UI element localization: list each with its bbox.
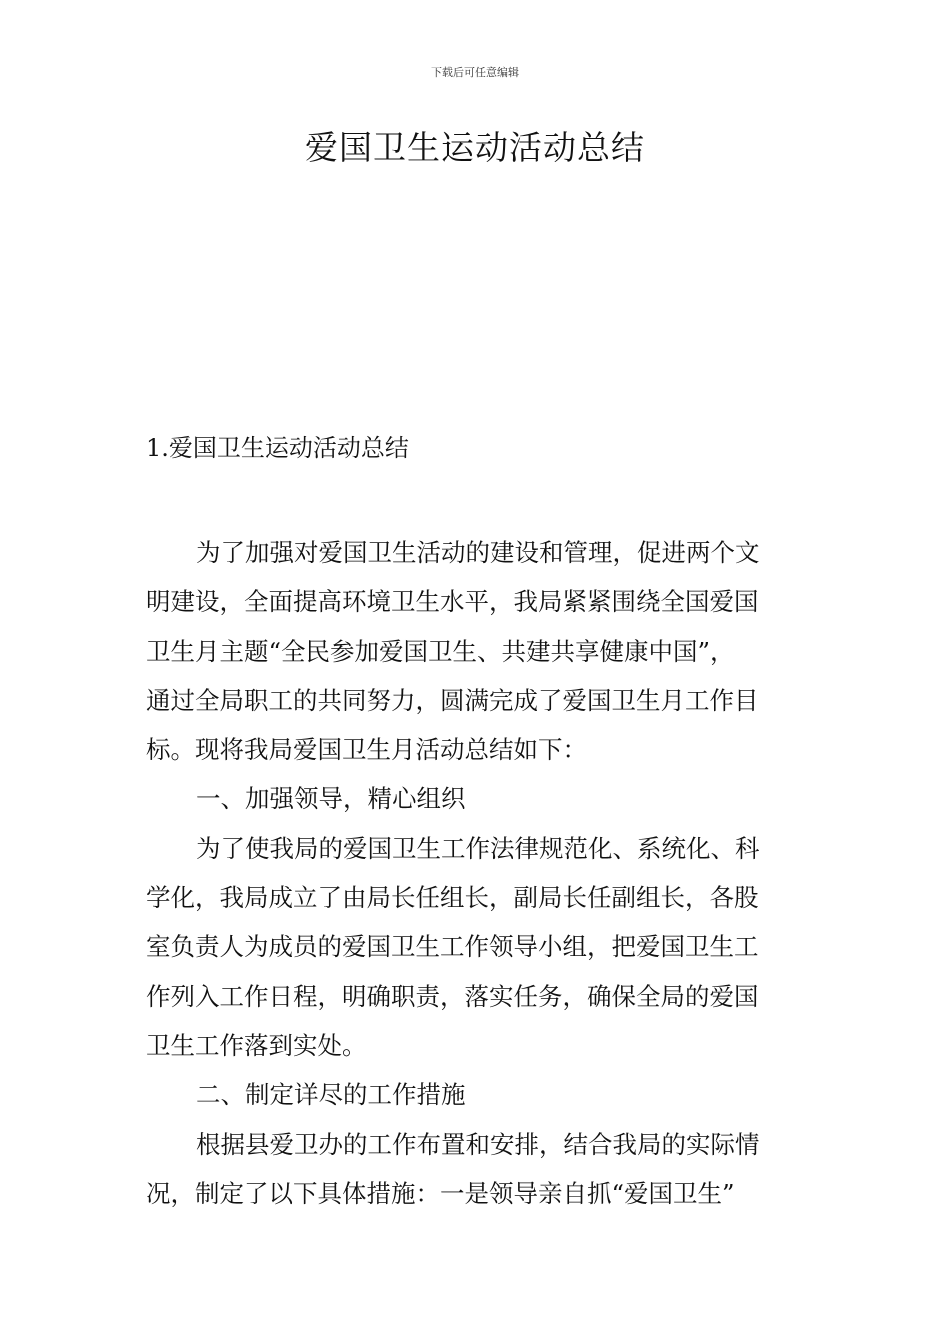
paragraph-line: 作列入工作日程，明确职责，落实任务，确保全局的爱国 [146,981,759,1011]
subheading-line: 二、制定详尽的工作措施 [196,1080,466,1110]
paragraph-line: 况，制定了以下具体措施：一是领导亲自抓“爱国卫生” [146,1178,735,1208]
header-note: 下载后可任意编辑 [431,66,519,79]
paragraph-line: 标。现将我局爱国卫生月活动总结如下： [146,735,587,765]
paragraph-line: 为了使我局的爱国卫生工作法律规范化、系统化、科 [196,833,760,863]
paragraph-line: 根据县爱卫办的工作布置和安排，结合我局的实际情 [196,1129,760,1159]
body-text [146,528,826,1218]
paragraph-line: 室负责人为成员的爱国卫生工作领导小组，把爱国卫生工 [146,932,759,962]
document-title: 爱国卫生运动活动总结 [305,128,645,167]
paragraph-line: 卫生月主题“全民参加爱国卫生、共建共享健康中国”， [146,636,735,666]
paragraph-line: 为了加强对爱国卫生活动的建设和管理，促进两个文 [196,538,760,567]
paragraph-line: 通过全局职工的共同努力，圆满完成了爱国卫生月工作目 [146,685,759,715]
section-heading: 1.爱国卫生运动活动总结 [146,434,409,462]
subheading-line: 一、加强领导，精心组织 [196,784,466,814]
paragraph-line: 明建设，全面提高环境卫生水平，我局紧紧围绕全国爱国 [146,587,759,617]
paragraph-line: 学化，我局成立了由局长任组长，副局长任副组长，各股 [146,883,759,913]
paragraph-line: 卫生工作落到实处。 [146,1030,367,1060]
